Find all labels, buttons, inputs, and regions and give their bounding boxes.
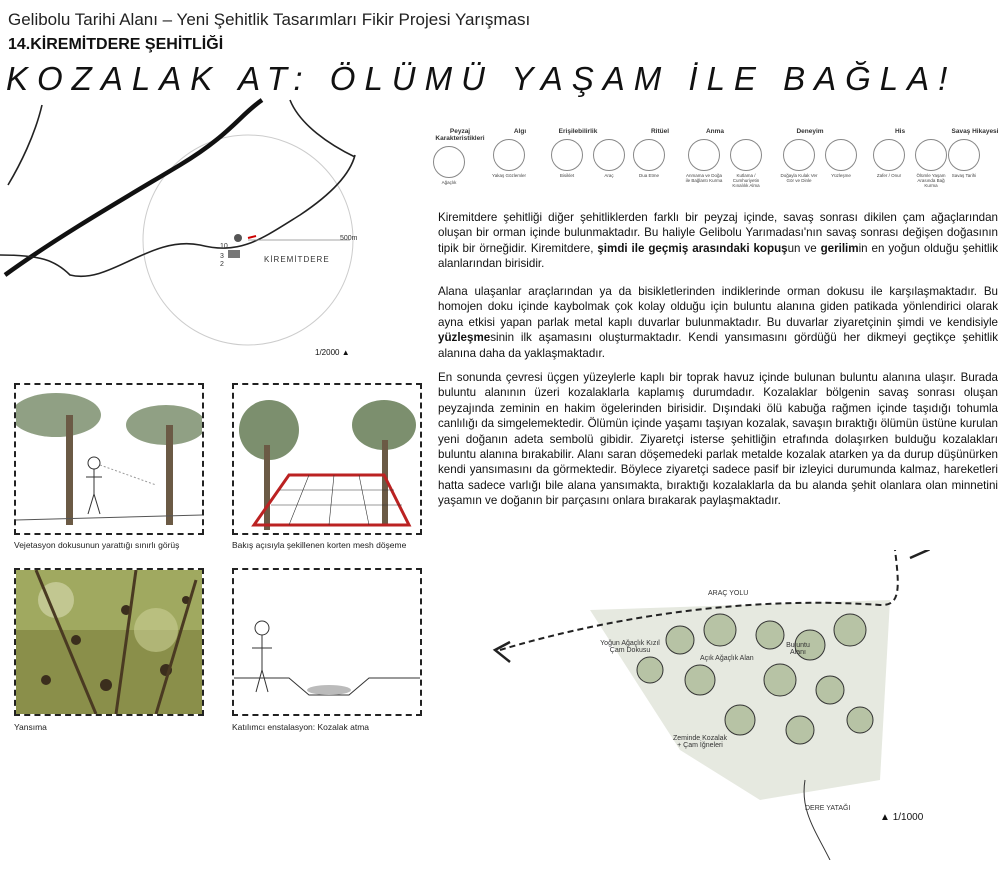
svg-text:2: 2 xyxy=(220,261,224,268)
icon-item-label: Bisiklet xyxy=(559,173,575,178)
site-map xyxy=(0,95,420,370)
icon-item-label: Kutlama / Cumhuriyetin Kınalılık Alma xyxy=(732,173,760,188)
concept-icon xyxy=(825,139,857,171)
north-arrow-icon: ▲ xyxy=(341,348,350,357)
icon-category-title: Savaş Hikayesi xyxy=(951,128,999,135)
icon-category-title: Ritüel xyxy=(650,128,670,135)
concept-icon xyxy=(688,139,720,171)
paragraph-3: En sonunda çevresi üçgen yüzeylerle kaplı bir toprak havuz içinde bulunan buluntu alanına ulaşır. Burada buluntu alanının üzeri kozalaklarla kaplamış durumdadır. Kozalaklar bölgenin savaş sonrası oluşan peyzajında zeminin en hakim ögelerinden birisidir. Dışındaki ölü kabuğa rağmen içinde taşıdığı tohumla canlılığı da simgelemektedir. Ölümün içinde yaşamı taşıyan kozalak, savaşın bıraktığı ölümün üstüne kurulan yeni doğanın adeta sembolü gibidir. Ziyaretçi isterse şehitliğin etrafında dolaşırken bulduğu kozalakları buluntu alanına bırakabilir. Alanı saran döşemedeki parlak metalde kozalak atarken ya da durup düşünürken kendi yansımasını da görmektedir. Böylece ziyaretçi sadece pasif bir izleyici durumunda kalmaz, hareketleri hatta sadece varlığı bile alana yansımakta, bıraktığı kozalaklarla da bu alanda şehit olanlara olan minnetini yaşamın ve doğanın bir parçasını onlara bırakarak paylaşmaktadır. xyxy=(438,371,998,508)
icon-item xyxy=(430,146,468,185)
icon-category xyxy=(685,128,765,188)
icon-category xyxy=(870,128,950,188)
icon-category-title: Algı xyxy=(513,128,527,135)
concept-icon xyxy=(593,139,625,171)
caption-sketch2: Bakış açısıyla şekillenen korten mesh döşeme xyxy=(232,540,407,550)
concept-icon xyxy=(783,139,815,171)
concept-icon xyxy=(433,146,465,178)
concept-icon xyxy=(633,139,665,171)
icon-category-title: Deneyim xyxy=(796,128,824,135)
sketch-corten-mesh xyxy=(232,383,422,535)
map-scale-label: 1/2000 ▲ xyxy=(315,348,350,357)
sketch-vegetation-view xyxy=(14,383,204,535)
icon-category xyxy=(780,128,860,183)
icon-item xyxy=(630,139,668,178)
icon-item-label: Araç xyxy=(604,173,614,178)
icon-item xyxy=(727,139,765,188)
icon-item-label: Anmama ve Doğa ile Bağlantı Kurma xyxy=(685,173,723,183)
concept-icon xyxy=(948,139,980,171)
forest-label: Yoğun Ağaçlık Kızıl Çam Dokusu xyxy=(600,640,660,654)
open-area-label: Açık Ağaçlık Alan xyxy=(700,655,754,662)
icon-item-label: Yakaş Gözlemler xyxy=(492,173,526,178)
svg-text:10: 10 xyxy=(220,243,228,250)
road-label: ARAÇ YOLU xyxy=(708,590,749,597)
paragraph-2: Alana ulaşanlar araçlarından ya da bisikletlerinden indiklerinde orman dokusu ile karşılaşmaktadır. Bu homojen doku içinde kaybolmak çok kolay olduğu için buluntu alanına giden patikada yönlendirici olarak ayna etkisi yapan parlak metal kaplı duvarlar bulunmaktadır. Bu duvarlar ziyaretçinin şimdi ve kendisiyle yüzleşmesinin ilk aşamasını oluşturmaktadır. Kendi yansımasını gördüğü her dikmeyi geçtikçe şehitlik alanına daha da yaklaşmaktadır. xyxy=(438,285,998,360)
icon-item xyxy=(780,139,818,183)
icon-item xyxy=(590,139,628,178)
distance-label: 500m xyxy=(340,235,358,242)
icon-item-label: Dua Etme xyxy=(638,173,659,178)
plan-scale-label: ▲ 1/1000 xyxy=(880,812,924,823)
icon-category xyxy=(945,128,1000,178)
icon-category-title: His xyxy=(894,128,906,135)
icon-item xyxy=(822,139,860,183)
icon-item xyxy=(870,139,908,188)
icon-item-label: Doğayla Kulak Ver Gör ve Dinle xyxy=(780,173,818,183)
icon-category xyxy=(490,128,550,178)
icon-item-label: Yüzleşme xyxy=(831,173,851,178)
stream-label: DERE YATAĞI xyxy=(805,805,851,812)
caption-photo: Yansıma xyxy=(14,722,47,732)
concept-icon xyxy=(551,139,583,171)
find-area-label: Buluntu Alanı xyxy=(786,642,810,656)
ground-label: Zeminde Kozalak + Çam İğneleri xyxy=(672,735,728,749)
icon-category xyxy=(548,128,628,178)
concept-icon xyxy=(730,139,762,171)
north-arrow-icon: ▲ xyxy=(880,812,890,823)
svg-text:3: 3 xyxy=(220,253,224,260)
icon-item-label: Ağaçlık xyxy=(441,180,457,185)
concept-icon-strip xyxy=(420,128,1000,208)
caption-sketch1: Vejetasyon dokusunun yarattığı sınırlı görüş xyxy=(14,540,180,550)
concept-icon xyxy=(873,139,905,171)
icon-item xyxy=(945,139,983,178)
concept-icon xyxy=(915,139,947,171)
icon-category-title: Erişilebilirlik xyxy=(558,128,598,135)
icon-category-title: Peyzaj Karakteristikleri xyxy=(435,128,485,142)
icon-category xyxy=(630,128,690,178)
caption-sketch4: Katılımcı enstalasyon: Kozalak atma xyxy=(232,722,370,732)
icon-item xyxy=(685,139,723,188)
icon-item-label: Savaş Tarihi xyxy=(951,173,977,178)
icon-item xyxy=(548,139,586,178)
photo-reflection xyxy=(14,568,204,716)
icon-category-title: Anma xyxy=(705,128,725,135)
motto-title: KOZALAK AT: ÖLÜMÜ YAŞAM İLE BAĞLA! xyxy=(6,60,957,97)
icon-item-label: Ölümle Yaşam Arasında Bağ Kurma xyxy=(916,173,946,188)
competition-title: Gelibolu Tarihi Alanı – Yeni Şehitlik Tasarımları Fikir Projesi Yarışması xyxy=(8,10,531,29)
icon-item xyxy=(490,139,528,178)
icon-category xyxy=(430,128,490,185)
paragraph-1: Kiremitdere şehitliği diğer şehitliklerden farklı bir peyzaj içinde, savaş sonrası dikilen çam ağaçlarından oluşan bir orman içinde bulunmaktadır. Bu haliyle Gelibolu Yarımadası'nın savaş sonrası değişen doğasının tipik bir örneğidir. Kiremitdere, şimdi ile geçmiş arasındaki kopuşun ve gerilimin en yoğun olduğu şehitlik alanlarından birisidir. xyxy=(438,211,998,271)
sketch-pinecone-throw xyxy=(232,568,422,716)
place-label: KİREMİTDERE xyxy=(264,255,330,264)
icon-item-label: Zafer / Onur xyxy=(876,173,902,178)
concept-icon xyxy=(493,139,525,171)
site-title: 14.KİREMİTDERE ŞEHİTLİĞİ xyxy=(8,36,224,53)
